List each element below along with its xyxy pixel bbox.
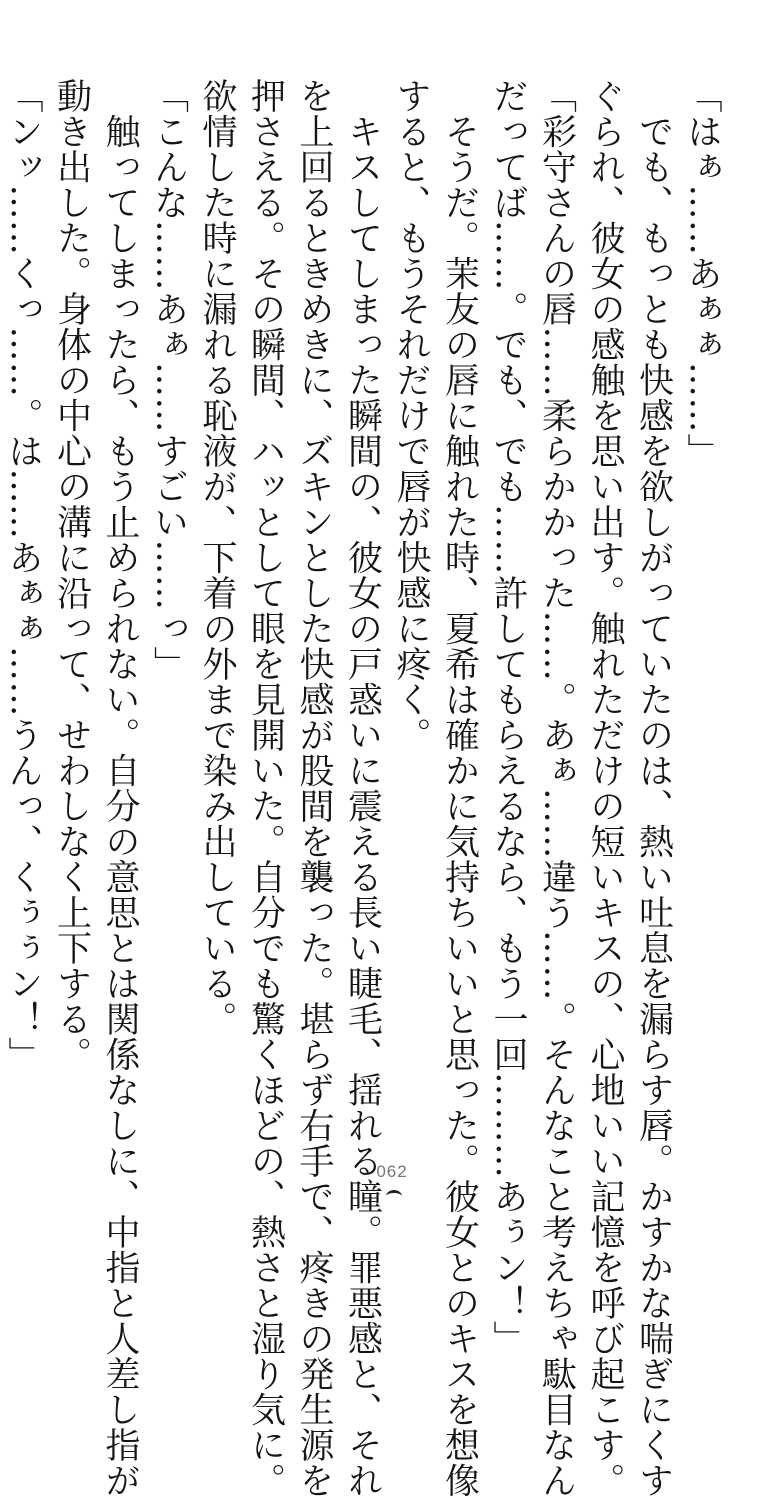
- text-line: 動き出した。身体の中心の溝に沿って、せわしなく上下する。: [51, 78, 92, 1072]
- text-line: 押さえる。その瞬間、ハッとして眼を見開いた。自分でも驚くほどの、熱さと湿り気に。: [245, 78, 286, 1498]
- text-line: 「はぁ……あぁぁ……」: [682, 78, 722, 469]
- text-line: 「ンッ……くっ……。は……あぁぁ……うんっ、くぅぅン！」: [3, 78, 43, 1072]
- text-line: 「彩守さんの唇……柔らかかった……。あぁ……違う……。そんなこと考えちゃ駄目なん: [536, 78, 577, 1498]
- text-line: 欲情した時に漏れる恥液が、下着の外まで染み出している。: [197, 78, 237, 1037]
- page-number: 062: [376, 1162, 408, 1181]
- text-line: ぐられ、彼女の感触を思い出す。触れただけの短いキスの、心地いい記憶を呼び起こす。: [585, 78, 625, 1498]
- text-line: 触ってしまったら、もう止められない。自分の意思とは関係なしに、中指と人差し指が: [100, 78, 140, 1498]
- scan-edge-mark: [386, 1190, 402, 1203]
- text-line: キスしてしまった瞬間の、彼女の戸惑いに震える長い睫毛、揺れる瞳。罪悪感と、それ: [342, 78, 383, 1498]
- text-line: を上回るときめきに、ズキンとした快感が股間を襲った。堪らず右手で、疼きの発生源を: [294, 78, 334, 1498]
- text-line: すると、もうそれだけで唇が快感に疼く。: [391, 78, 431, 753]
- text-line: そうだ。茉友の唇に触れた時、夏希は確かに気持ちいいと思った。彼女とのキスを想像: [439, 78, 480, 1498]
- text-line: だってば……。でも、でも……許してもらえるなら、もう一回………あぅン！」: [488, 78, 528, 1356]
- text-line: でも、もっとも快感を欲しがっていたのは、熱い吐息を漏らす唇。かすかな喘ぎにくす: [633, 78, 674, 1498]
- text-line: 「こんな……あぁ……すごい……っ」: [148, 78, 189, 682]
